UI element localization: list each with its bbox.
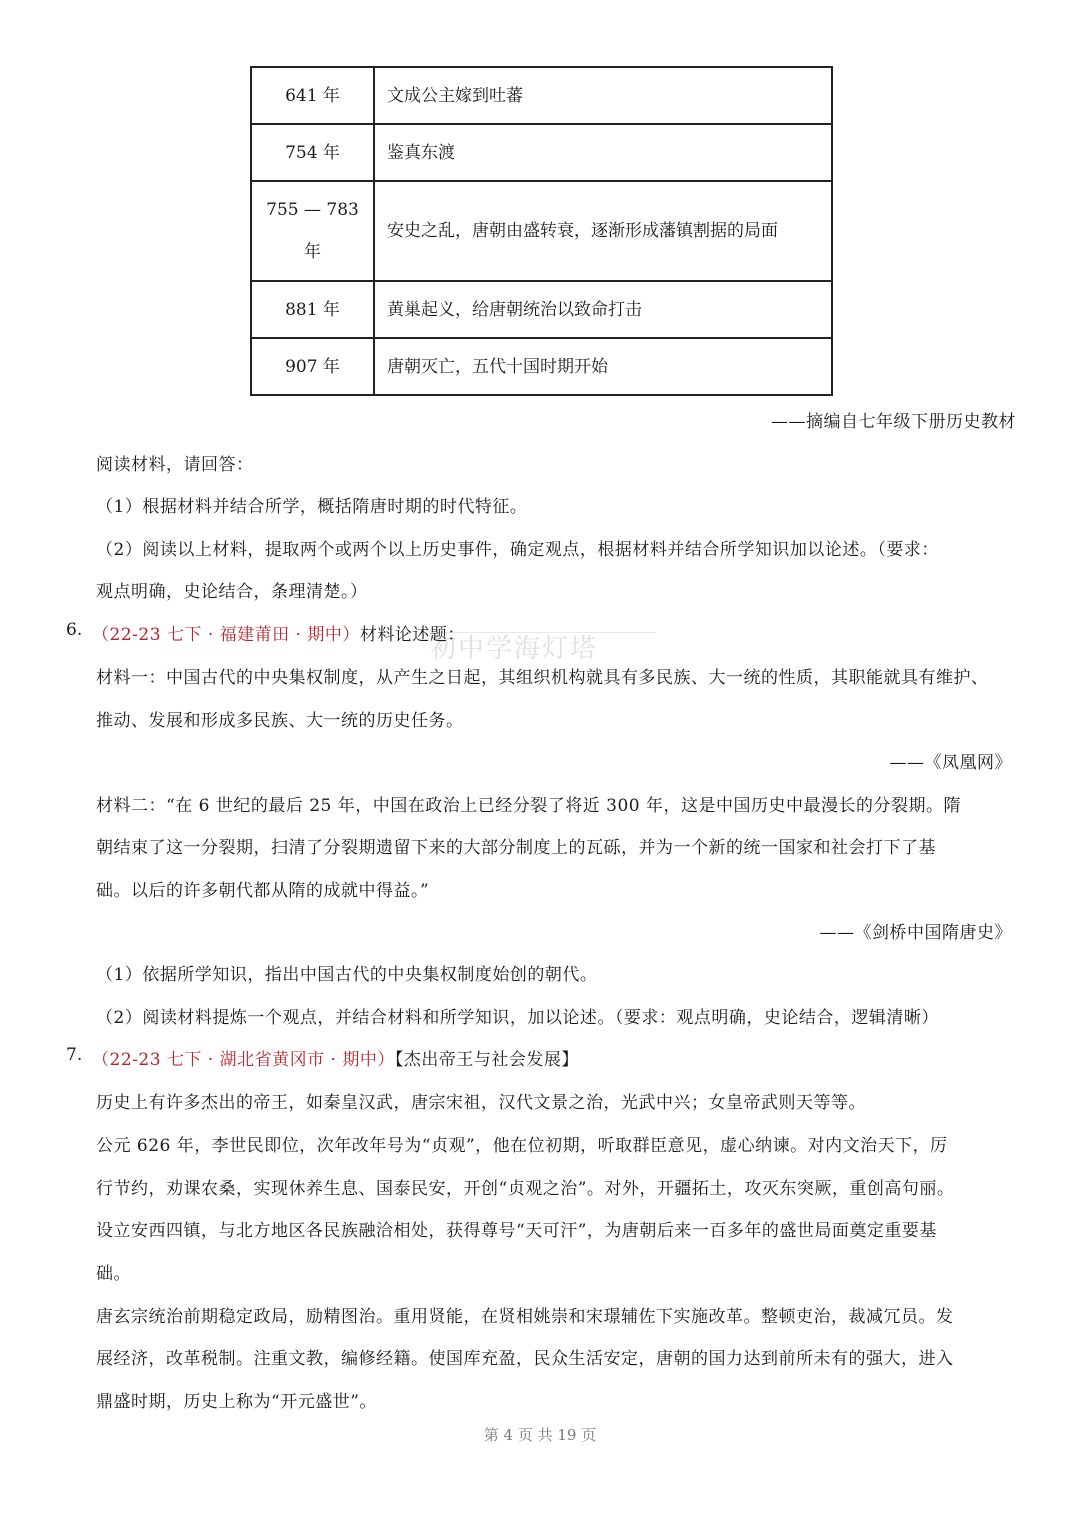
q6-m1-line2: 推动、发展和形成多民族、大一统的历史任务。 <box>96 711 464 731</box>
q6-m2-source: ——《剑桥中国隋唐史》 <box>819 923 1012 943</box>
q7-p1: 历史上有许多杰出的帝王，如秦皇汉武，唐宗宋祖，汉代文景之治，光武中兴；女皇帝武则天等等。 <box>96 1093 866 1113</box>
event-cell: 文成公主嫁到吐蕃 <box>374 67 832 124</box>
q7-p3-line1: 唐玄宗统治前期稳定政局，励精图治。重用贤能，在贤相姚崇和宋璟辅佐下实施改革。整顿吏治，裁减冗员。发 <box>96 1307 954 1327</box>
q6-m1-source: ——《凤凰网》 <box>889 753 1012 773</box>
table-source: ——摘编自七年级下册历史教材 <box>771 412 1016 432</box>
q7-p2-line3: 设立安西四镇，与北方地区各民族融洽相处，获得尊号“天可汗”，为唐朝后来一百多年的盛世局面奠定重要基 <box>96 1221 937 1241</box>
q7-p2-line2: 行节约，劝课农桑，实现休养生息、国泰民安，开创“贞观之治”。对外，开疆拓土，攻灭东突厥，重创高句丽。 <box>96 1179 955 1199</box>
q6-heading <box>92 620 465 645</box>
q6-m2-line1: 材料二：“在 6 世纪的最后 25 年，中国在政治上已经分裂了将近 300 年，这是中国历史中最漫长的分裂期。隋 <box>96 796 962 816</box>
q6-m1-line1: 材料一：中国古代的中央集权制度，从产生之日起，其组织机构就具有多民族、大一统的性质，其职能就具有维护、 <box>96 668 989 688</box>
q6-m2-line2: 朝结束了这一分裂期，扫清了分裂期遗留下来的大部分制度上的瓦砾，并为一个新的统一国家和社会打下了基 <box>96 838 936 858</box>
table-row <box>251 281 832 338</box>
q5-prompt: 阅读材料，请回答： <box>96 455 254 475</box>
q7-p2-line1: 公元 626 年，李世民即位，次年改年号为“贞观”，他在位初期，听取群臣意见，虚心纳谏。对内文治天下，厉 <box>96 1136 948 1156</box>
year-line: 755 — 783 <box>266 200 359 220</box>
q5-sub2-line1: （2）阅读以上材料，提取两个或两个以上历史事件，确定观点，根据材料并结合所学知识加以论述。（要求： <box>96 540 939 560</box>
year-cell: 907 年 <box>251 338 374 395</box>
q7-p3-line3: 鼎盛时期，历史上称为“开元盛世”。 <box>96 1392 377 1412</box>
q6-sub1: （1）依据所学知识，指出中国古代的中央集权制度始创的朝代。 <box>96 965 598 985</box>
table-row <box>251 67 832 124</box>
event-cell: 黄巢起义，给唐朝统治以致命打击 <box>374 281 832 338</box>
q7-tag: （22-23 七下 · 湖北省黄冈市 · 期中） <box>92 1050 395 1070</box>
q6-sub2: （2）阅读材料提炼一个观点，并结合材料和所学知识，加以论述。（要求：观点明确，史论结合，逻辑清晰） <box>96 1008 939 1028</box>
events-table <box>250 66 833 396</box>
event-cell: 鉴真东渡 <box>374 124 832 181</box>
q6-number: 6. <box>66 620 83 640</box>
q7-p3-line2: 展经济，改革税制。注重文教，编修经籍。使国库充盈，民众生活安定，唐朝的国力达到前所未有的强大，进入 <box>96 1349 954 1369</box>
table-row <box>251 181 832 281</box>
q6-title: 材料论述题： <box>359 625 465 645</box>
table-row <box>251 338 832 395</box>
year-cell: 641 年 <box>251 67 374 124</box>
q7-title: 【杰出帝王与社会发展】 <box>394 1050 579 1070</box>
year-line: 年 <box>304 242 321 262</box>
q5-sub1: （1）根据材料并结合所学，概括隋唐时期的时代特征。 <box>96 497 528 517</box>
year-cell: 881 年 <box>251 281 374 338</box>
table-row <box>251 124 832 181</box>
q5-sub2-line2: 观点明确，史论结合，条理清楚。） <box>96 582 368 602</box>
page-footer: 第 4 页 共 19 页 <box>483 1426 597 1444</box>
q6-tag: （22-23 七下 · 福建莆田 · 期中） <box>92 625 360 645</box>
event-cell: 唐朝灭亡，五代十国时期开始 <box>374 338 832 395</box>
q6-m2-line3: 础。以后的许多朝代都从隋的成就中得益。” <box>96 881 430 901</box>
event-cell: 安史之乱，唐朝由盛转衰，逐渐形成藩镇割据的局面 <box>374 181 832 281</box>
year-cell <box>251 181 374 281</box>
q7-number: 7. <box>66 1045 83 1065</box>
q7-p2-line4: 础。 <box>96 1264 131 1284</box>
year-cell: 754 年 <box>251 124 374 181</box>
watermark: 初中学海灯塔 <box>430 634 599 664</box>
q7-heading <box>92 1045 579 1070</box>
